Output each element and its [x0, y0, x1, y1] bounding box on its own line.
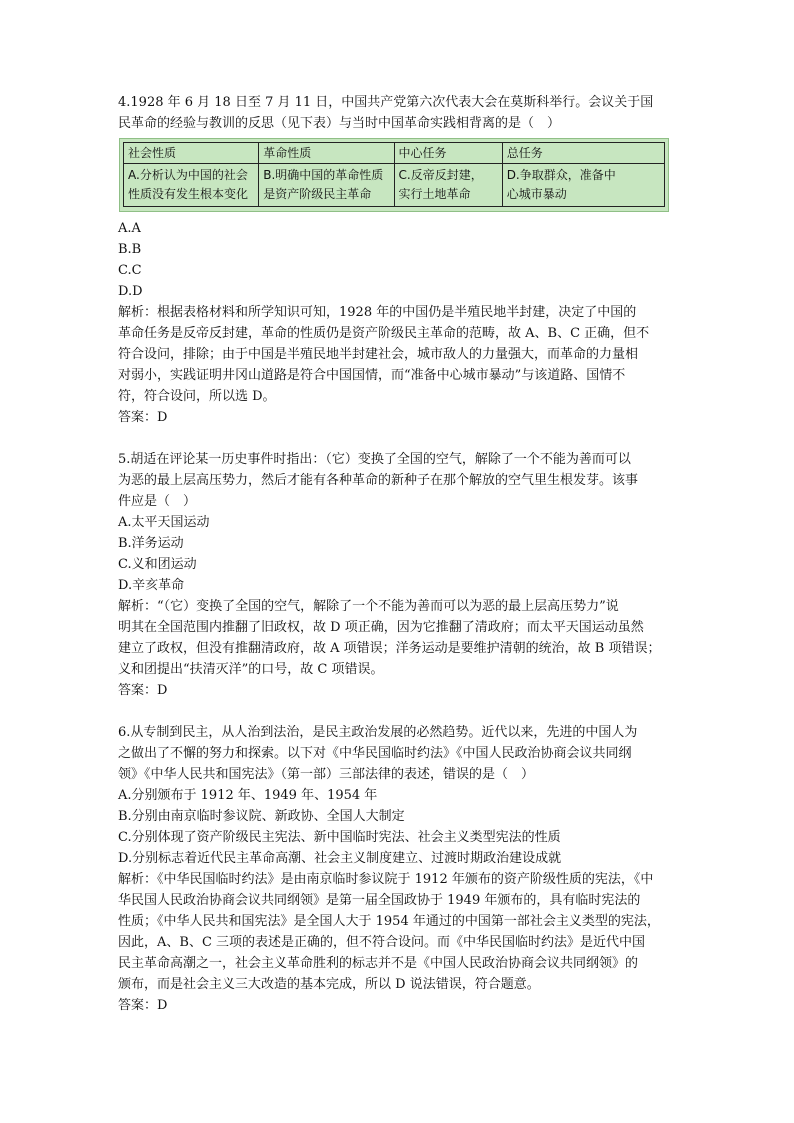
table-cell-line: B.明确中国的革命性质	[263, 168, 384, 182]
question-stem-line: 民革命的经验与教训的反思（见下表）与当时中国革命实践相背离的是（ ）	[118, 116, 561, 131]
table-header-cell: 总任务	[502, 143, 664, 164]
table-cell-d	[502, 164, 664, 207]
analysis-line: 解析：《中华民国临时约法》是由南京临时参议院于 1912 年颁布的资产阶级性质的宪法，《中	[118, 872, 654, 887]
option-d: D.分别标志着近代民主革命高潮、社会主义制度建立、过渡时期政治建设成就	[118, 851, 562, 866]
analysis-line: 符合设问，排除；由于中国是半殖民地半封建社会，城市敌人的力量强大，而革命的力量相	[118, 347, 639, 362]
table-cell-c	[394, 164, 502, 207]
question-stem-line: 5.胡适在评论某一历史事件时指出：（它）变换了全国的空气，解除了一个不能为善而可以	[118, 452, 631, 467]
analysis-line: 建立了政权，但没有推翻清政府，故 A 项错误；洋务运动是要维护清朝的统治，故 B 项错误；	[118, 641, 661, 656]
spacer	[118, 701, 678, 722]
table-header-cell: 革命性质	[259, 143, 394, 164]
answer-line: 答案：D	[118, 410, 168, 425]
question-stem-line: 4.1928 年 6 月 18 日至 7 月 11 日，中国共产党第六次代表大会在莫斯科举行。会议关于国	[118, 95, 654, 110]
answer-line: 答案：D	[118, 683, 168, 698]
question-stem-line: 领》《中华人民共和国宪法》（第一部）三部法律的表述，错误的是（ ）	[118, 767, 535, 782]
table-cell-line: A.分析认为中国的社会	[128, 168, 248, 182]
question-table	[119, 138, 669, 212]
option-d: D.D	[118, 284, 143, 299]
analysis-line: 革命任务是反帝反封建，革命的性质仍是资产阶级民主革命的范畴，故 A、B、C 正确，但不	[118, 326, 650, 341]
table-cell-line: 是资产阶级民主革命	[263, 187, 372, 201]
table-cell-line: 心城市暴动	[506, 187, 567, 201]
option-b: B.分别由南京临时参议院、新政协、全国人大制定	[118, 809, 405, 824]
option-a: A.太平天国运动	[118, 515, 210, 530]
option-a: A.分别颁布于 1912 年、1949 年、1954 年	[118, 788, 378, 803]
table-cell-line: C.反帝反封建，	[398, 168, 483, 182]
table-cell-line: 实行土地革命	[398, 187, 471, 201]
table-cell-b	[259, 164, 394, 207]
question-6	[118, 722, 678, 1016]
analysis-line: 对弱小，实践证明井冈山道路是符合中国国情，而“准备中心城市暴动”与该道路、国情不	[118, 368, 626, 383]
option-d: D.辛亥革命	[118, 578, 185, 593]
question-stem-line: 之做出了不懈的努力和探索。以下对《中华民国临时约法》《中国人民政治协商会议共同纲	[118, 746, 632, 761]
analysis-line: 性质；《中华人民共和国宪法》是全国人大于 1954 年通过的中国第一部社会主义类型的宪法，	[118, 914, 660, 929]
table-header-cell: 社会性质	[124, 143, 259, 164]
table-cell-a	[124, 164, 259, 207]
question-stem-line: 6.从专制到民主，从人治到法治，是民主政治发展的必然趋势。近代以来，先进的中国人为	[118, 725, 638, 740]
option-c: C.义和团运动	[118, 557, 197, 572]
question-stem-line: 件应是（ ）	[118, 494, 197, 509]
option-b: B.B	[118, 242, 142, 257]
question-5	[118, 449, 678, 701]
answer-line: 答案：D	[118, 998, 168, 1013]
option-c: C.C	[118, 263, 142, 278]
analysis-line: 明其在全国范围内推翻了旧政权，故 D 项正确，因为它推翻了清政府；而太平天国运动虽然	[118, 620, 644, 635]
analysis-line: 民主革命高潮之一，社会主义革命胜利的标志并不是《中国人民政治协商会议共同纲领》的	[118, 956, 639, 971]
analysis-line: 符，符合设问，所以选 D。	[118, 389, 276, 404]
table-header-cell: 中心任务	[394, 143, 502, 164]
analysis-line: 义和团提出“扶清灭洋”的口号，故 C 项错误。	[118, 662, 384, 677]
option-a: A.A	[118, 221, 141, 236]
question-4	[118, 92, 678, 428]
analysis-line: 解析：根据表格材料和所学知识可知，1928 年的中国仍是半殖民地半封建，决定了中国的	[118, 305, 637, 320]
spacer	[118, 428, 678, 449]
analysis-line: 解析：“（它）变换了全国的空气，解除了一个不能为善而可以为恶的最上层高压势力”说	[118, 599, 619, 614]
analysis-line: 因此，A、B、C 三项的表述是正确的，但不符合设问。而《中华民国临时约法》是近代中国	[118, 935, 646, 950]
table-cell-line: D.争取群众，准备中	[506, 168, 616, 182]
analysis-line: 华民国人民政治协商会议共同纲领》是第一届全国政协于 1949 年颁布的，具有临时宪法的	[118, 893, 641, 908]
option-b: B.洋务运动	[118, 536, 184, 551]
analysis-line: 颁布，而是社会主义三大改造的基本完成，所以 D 说法错误，符合题意。	[118, 977, 540, 992]
document-page	[118, 92, 678, 1016]
option-c: C.分别体现了资产阶级民主宪法、新中国临时宪法、社会主义类型宪法的性质	[118, 830, 561, 845]
table-cell-line: 性质没有发生根本变化	[128, 187, 249, 201]
question-stem-line: 为恶的最上层高压势力，然后才能有各种革命的新种子在那个解放的空气里生根发芽。该事	[118, 473, 639, 488]
